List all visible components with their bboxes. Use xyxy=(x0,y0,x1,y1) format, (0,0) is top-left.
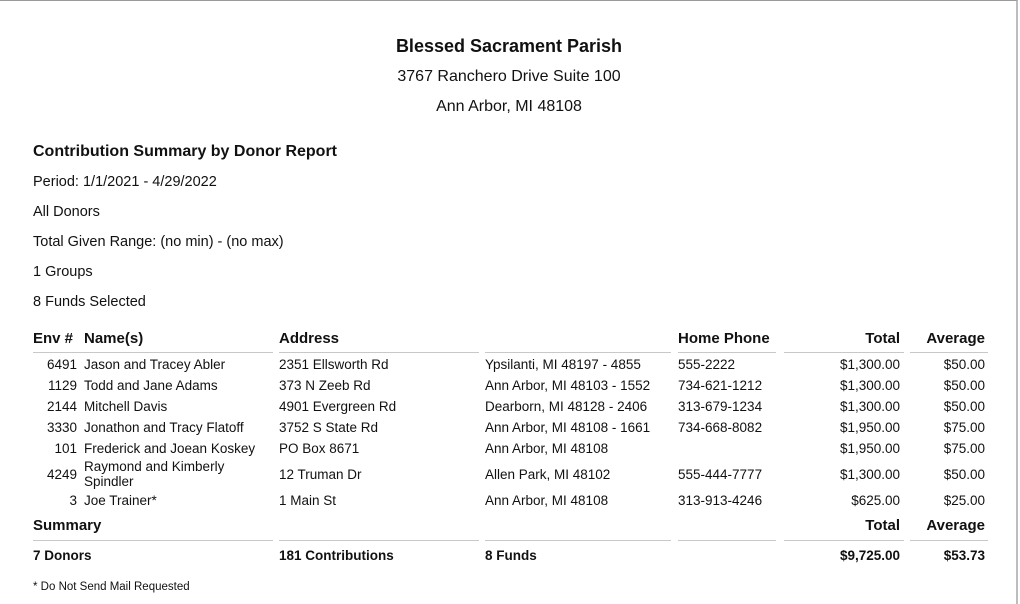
row-phone: 313-679-1234 xyxy=(678,399,763,414)
row-name xyxy=(84,459,224,489)
row-total: $1,950.00 xyxy=(839,420,900,435)
row-name: Frederick and Joean Koskey xyxy=(84,441,256,456)
summary-label: Summary xyxy=(33,517,102,534)
row-address: PO Box 8671 xyxy=(279,441,360,456)
parish-name: Blessed Sacrament Parish xyxy=(395,36,623,56)
summary-contributions: 181 Contributions xyxy=(279,548,394,563)
col-header-address: Address xyxy=(279,330,340,347)
summary-rule-4 xyxy=(678,540,776,541)
header-rule-address xyxy=(279,352,479,353)
row-address: 1 Main St xyxy=(279,493,337,508)
row-name-line1: Raymond and Kimberly xyxy=(84,459,225,474)
row-total: $1,950.00 xyxy=(839,441,900,456)
row-average: $50.00 xyxy=(943,399,985,414)
col-header-name: Name(s) xyxy=(84,330,144,347)
col-header-average: Average xyxy=(926,330,985,347)
row-average: $50.00 xyxy=(943,357,985,372)
summary-rule-5 xyxy=(784,540,904,541)
col-header-env: Env # xyxy=(33,330,74,347)
parish-address-line1: 3767 Ranchero Drive Suite 100 xyxy=(397,68,621,85)
summary-rule-3 xyxy=(485,540,671,541)
row-name-line2: Spindler xyxy=(84,474,134,489)
row-city: Dearborn, MI 48128 - 2406 xyxy=(485,399,648,414)
row-city: Ann Arbor, MI 48103 - 1552 xyxy=(485,378,651,393)
row-address: 373 N Zeeb Rd xyxy=(279,378,371,393)
criteria-donors: All Donors xyxy=(33,204,100,220)
summary-average: $53.73 xyxy=(943,548,985,563)
row-env: 2144 xyxy=(46,399,77,414)
row-average: $50.00 xyxy=(943,467,985,482)
row-env: 4249 xyxy=(46,467,77,482)
summary-funds: 8 Funds xyxy=(485,548,537,563)
summary-average-header: Average xyxy=(926,517,985,534)
row-phone: 734-621-1212 xyxy=(678,378,763,393)
row-phone: 734-668-8082 xyxy=(678,420,763,435)
header-rule-total xyxy=(784,352,904,353)
header-rule-phone xyxy=(678,352,776,353)
col-header-phone: Home Phone xyxy=(678,330,770,347)
row-city: Ann Arbor, MI 48108 - 1661 xyxy=(485,420,651,435)
header-rule-name xyxy=(33,352,273,353)
criteria-range: Total Given Range: (no min) - (no max) xyxy=(33,234,284,250)
row-average: $75.00 xyxy=(943,420,985,435)
summary-donors: 7 Donors xyxy=(33,548,92,563)
row-city: Ypsilanti, MI 48197 - 4855 xyxy=(485,357,641,372)
header-rule-average xyxy=(910,352,988,353)
report-title: Contribution Summary by Donor Report xyxy=(33,143,337,160)
row-address: 4901 Evergreen Rd xyxy=(279,399,397,414)
col-header-total: Total xyxy=(865,330,900,347)
footnote: * Do Not Send Mail Requested xyxy=(33,581,190,593)
row-total: $1,300.00 xyxy=(839,399,900,414)
summary-rule-6 xyxy=(910,540,988,541)
row-env: 1129 xyxy=(47,378,77,393)
row-name: Joe Trainer* xyxy=(84,493,157,508)
header-rule-city xyxy=(485,352,671,353)
criteria-funds: 8 Funds Selected xyxy=(33,294,146,310)
row-name: Todd and Jane Adams xyxy=(84,378,218,393)
row-total: $1,300.00 xyxy=(839,357,900,372)
row-phone: 313-913-4246 xyxy=(678,493,763,508)
row-total: $1,300.00 xyxy=(839,378,900,393)
row-average: $50.00 xyxy=(943,378,985,393)
summary-total-header: Total xyxy=(865,517,900,534)
row-average: $25.00 xyxy=(943,493,985,508)
row-average: $75.00 xyxy=(943,441,985,456)
row-city: Ann Arbor, MI 48108 xyxy=(485,441,609,456)
row-name: Mitchell Davis xyxy=(84,399,168,414)
row-address: 2351 Ellsworth Rd xyxy=(279,357,389,372)
row-name: Jason and Tracey Abler xyxy=(84,357,226,372)
row-total: $1,300.00 xyxy=(839,467,900,482)
parish-address-line2: Ann Arbor, MI 48108 xyxy=(436,98,582,115)
row-env: 3 xyxy=(69,493,77,508)
summary-rule-1 xyxy=(33,540,273,541)
row-name: Jonathon and Tracy Flatoff xyxy=(84,420,244,435)
criteria-groups: 1 Groups xyxy=(33,264,93,280)
summary-total: $9,725.00 xyxy=(839,548,900,563)
row-address: 12 Truman Dr xyxy=(279,467,362,482)
row-env: 6491 xyxy=(46,357,77,372)
row-total: $625.00 xyxy=(851,493,900,508)
row-city: Ann Arbor, MI 48108 xyxy=(485,493,609,508)
row-city: Allen Park, MI 48102 xyxy=(485,467,611,482)
row-phone: 555-444-7777 xyxy=(678,467,763,482)
row-env: 3330 xyxy=(46,420,77,435)
row-env: 101 xyxy=(54,441,77,456)
criteria-period: Period: 1/1/2021 - 4/29/2022 xyxy=(33,174,217,190)
row-address: 3752 S State Rd xyxy=(279,420,379,435)
row-phone: 555-2222 xyxy=(678,357,736,372)
summary-rule-2 xyxy=(279,540,479,541)
